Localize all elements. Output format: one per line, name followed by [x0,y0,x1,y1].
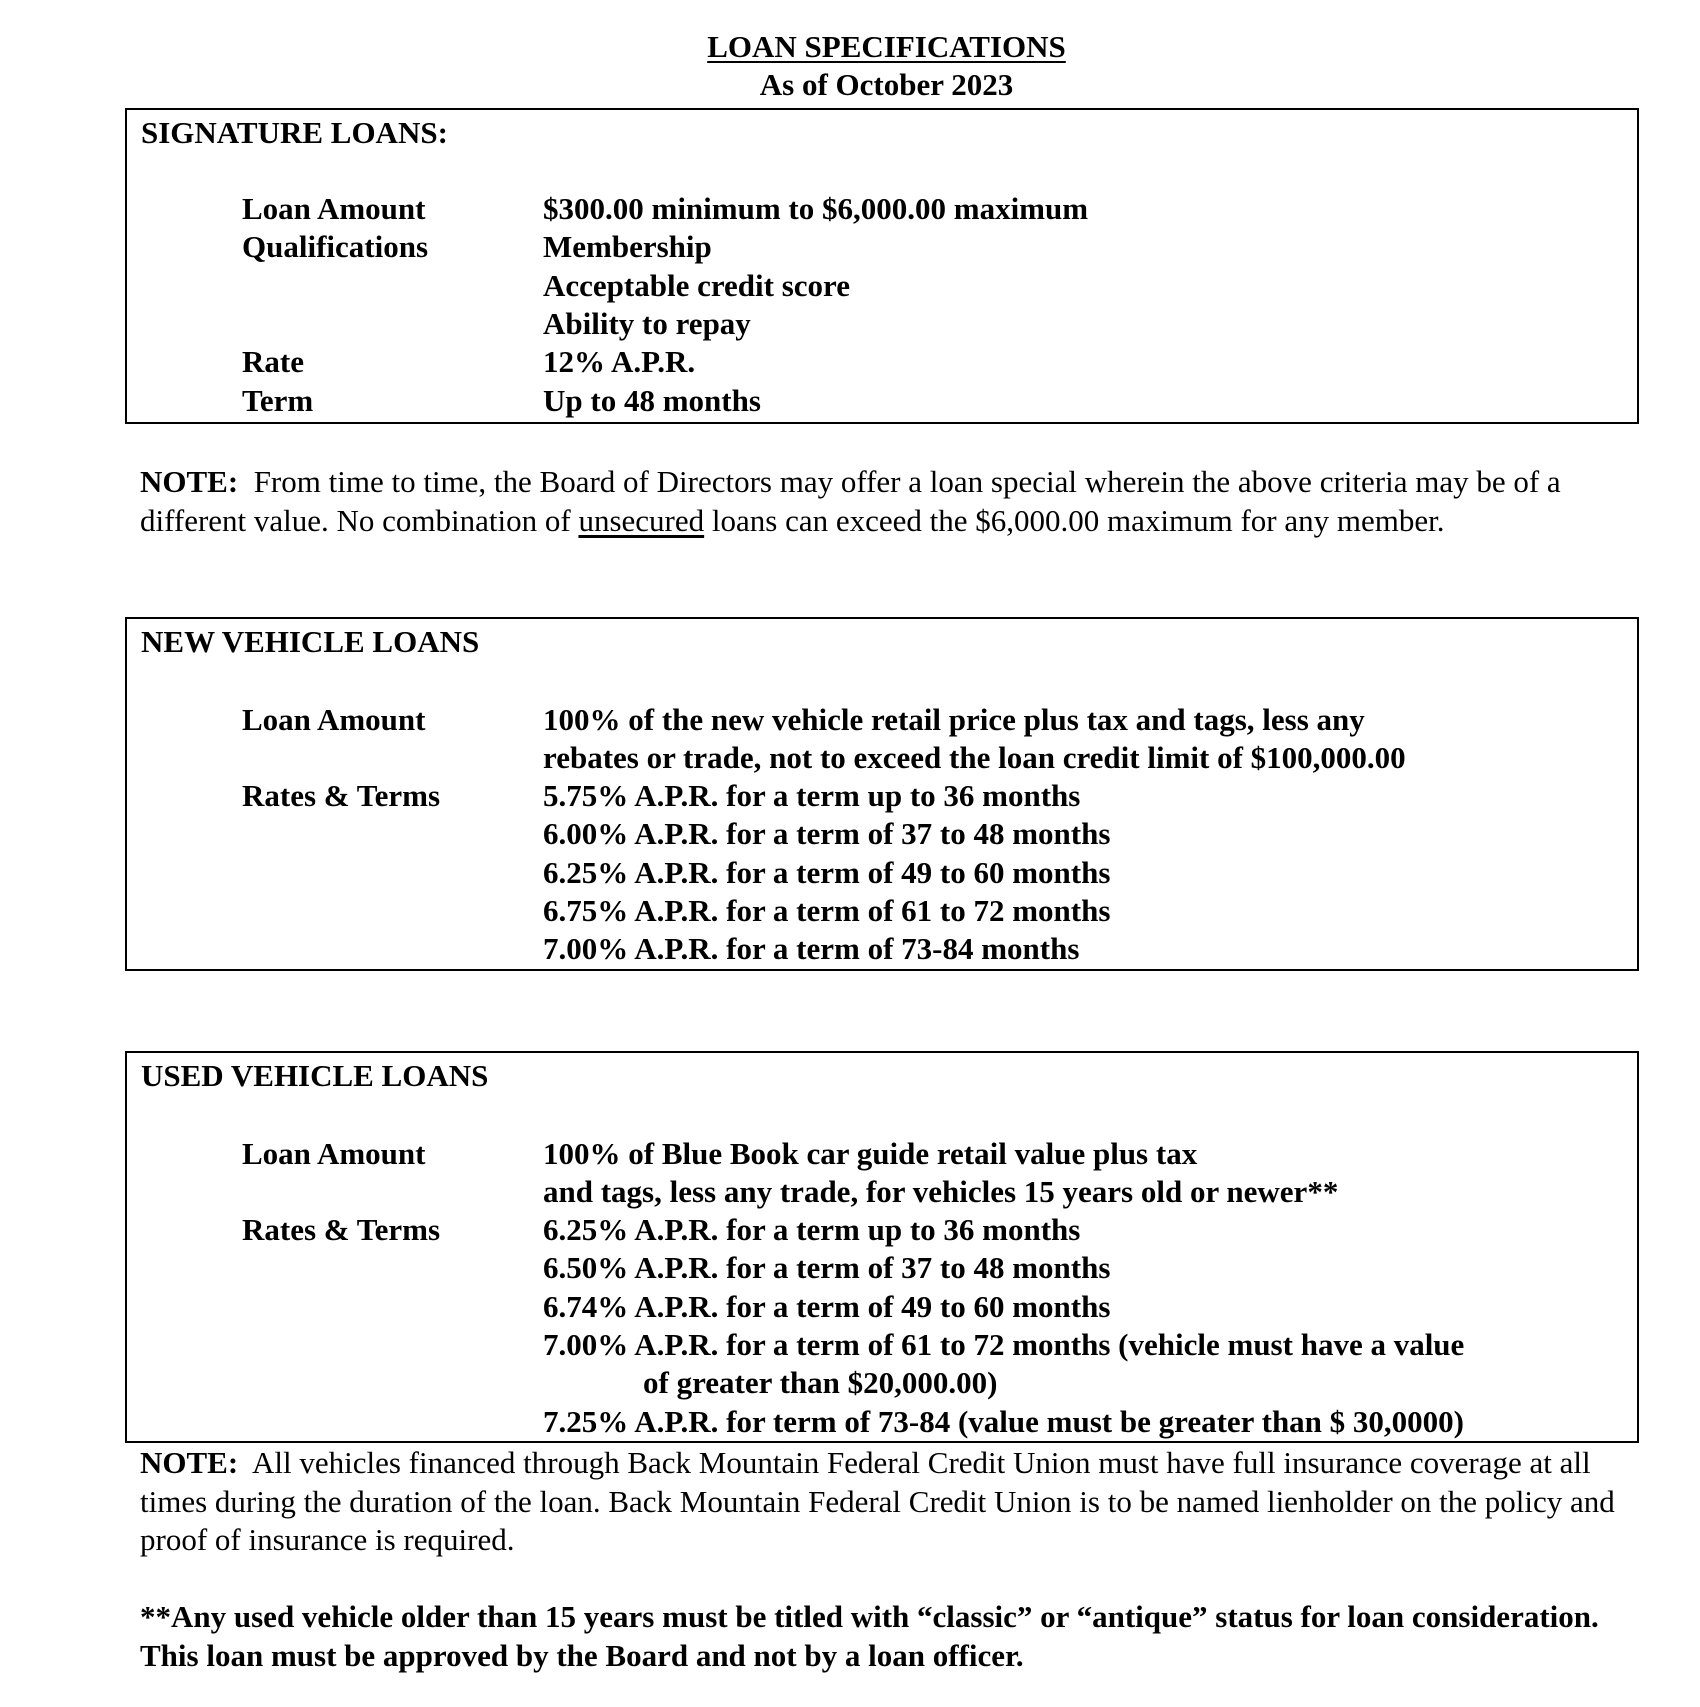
rate-line: 5.75% A.P.R. for a term up to 36 months [543,778,1081,813]
rate-line: 6.74% A.P.R. for a term of 49 to 60 months [543,1289,1111,1324]
rates-terms-label: Rates & Terms [242,778,441,813]
term-value: Up to 48 months [543,383,761,418]
page-title [0,28,1700,104]
note-text: loans can exceed the $6,000.00 maximum for any member. [711,502,1445,538]
loan-amount-line: and tags, less any trade, for vehicles 15 years old or newer** [543,1174,1339,1209]
qualification-item: Membership [543,229,712,264]
new-vehicle-loans-box [125,617,1639,971]
loan-amount-label: Loan Amount [242,1136,426,1171]
new-vehicle-loans-heading: NEW VEHICLE LOANS [141,624,480,659]
rate-line: 7.00% A.P.R. for a term of 73-84 months [543,931,1080,966]
qualification-item: Acceptable credit score [543,268,851,303]
signature-loans-box [125,108,1639,424]
note-prefix: NOTE: [140,1445,239,1480]
note-text: All vehicles financed through Back Mountain Federal Credit Union must have full insurance coverage at all times during the duration of the loan. Back Mountain Federal Credit Union is to be named lienholder on the policy and proof of insurance is required. [140,1445,1615,1557]
used-vehicle-loans-heading: USED VEHICLE LOANS [141,1058,489,1093]
rate-line: 6.00% A.P.R. for a term of 37 to 48 months [543,816,1111,851]
qualifications-label: Qualifications [242,229,429,264]
note-text: From time to time, the Board of Directors may offer a loan special wherein the above criteria may be of a different value. No combination of [140,464,1561,538]
loan-amount-line: 100% of Blue Book car guide retail value plus tax [543,1136,1198,1171]
loan-amount-line: 100% of the new vehicle retail price plus tax and tags, less any [543,702,1365,737]
document-date: As of October 2023 [759,67,1014,102]
used-vehicle-loans-box [125,1051,1639,1443]
rate-line: 6.75% A.P.R. for a term of 61 to 72 months [543,893,1111,928]
rate-line: 7.00% A.P.R. for a term of 61 to 72 months (vehicle must have a value [543,1327,1465,1362]
rate-line: 6.50% A.P.R. for a term of 37 to 48 months [543,1250,1111,1285]
rate-line: 6.25% A.P.R. for a term of 49 to 60 months [543,855,1111,890]
loan-amount-label: Loan Amount [242,191,426,226]
note-prefix: NOTE: [140,464,239,499]
note-underlined-word: unsecured [578,502,705,538]
signature-loans-note [140,463,1640,540]
term-label: Term [242,383,314,418]
classic-antique-footnote: **Any used vehicle older than 15 years must be titled with “classic” or “antique” status for loan consideration. This loan must be approved by the Board and not by a loan officer. [140,1599,1599,1673]
rate-line: 6.25% A.P.R. for a term up to 36 months [543,1212,1081,1247]
loan-amount-line: rebates or trade, not to exceed the loan credit limit of $100,000.00 [543,740,1406,775]
rate-label: Rate [242,344,304,379]
rate-value: 12% A.P.R. [543,344,696,379]
loan-amount-label: Loan Amount [242,702,426,737]
insurance-note [140,1444,1640,1560]
rates-terms-label: Rates & Terms [242,1212,441,1247]
qualification-item: Ability to repay [543,306,751,341]
rate-line: 7.25% A.P.R. for term of 73-84 (value must be greater than $ 30,0000) [543,1404,1464,1439]
loan-amount-value: $300.00 minimum to $6,000.00 maximum [543,191,1089,226]
document-title: LOAN SPECIFICATIONS [707,29,1066,64]
signature-loans-heading: SIGNATURE LOANS: [141,115,448,150]
rate-line-continuation: of greater than $20,000.00) [643,1365,998,1400]
